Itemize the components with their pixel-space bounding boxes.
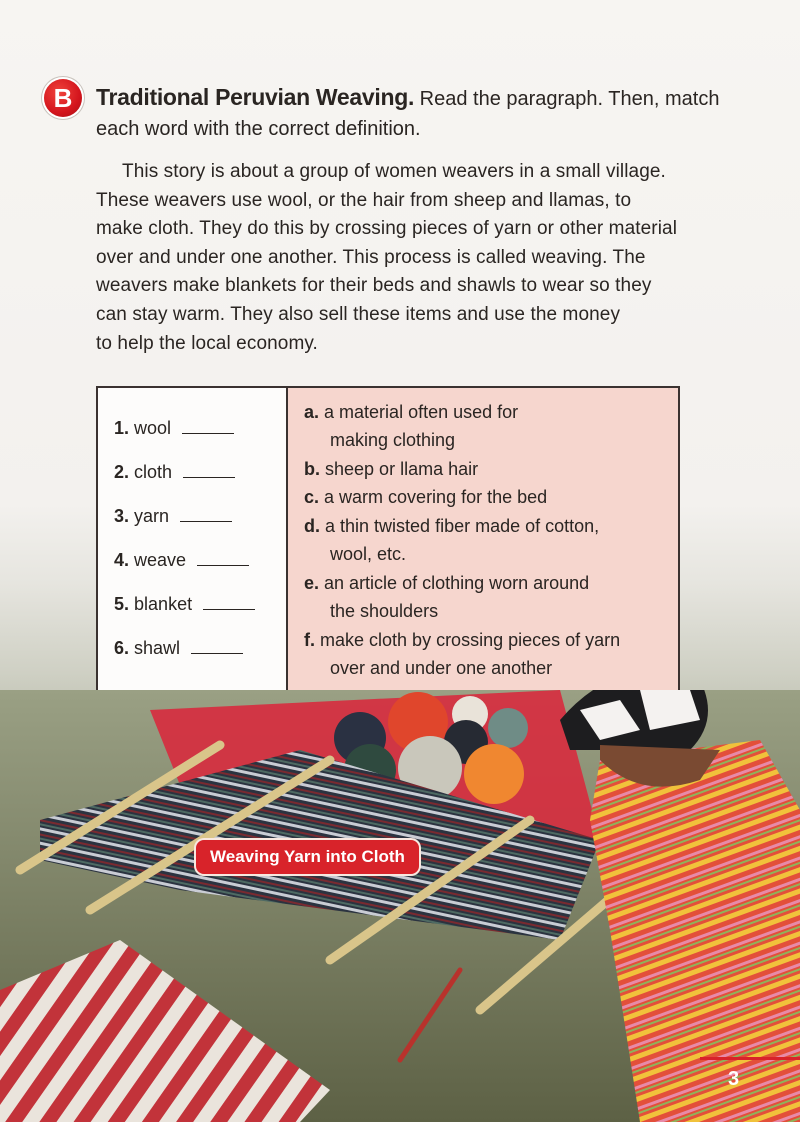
definition-item: e. an article of clothing worn around the shoulders <box>304 573 590 622</box>
section-heading <box>96 82 756 144</box>
paragraph-line: These weavers use wool, or the hair from sheep and llamas, to <box>96 189 632 211</box>
word-item: 4. weave <box>114 550 249 571</box>
word-column <box>98 388 288 692</box>
word-item: 3. yarn <box>114 506 232 527</box>
section-instructions: Read the paragraph. Then, match each word with the correct definition. <box>96 88 720 140</box>
paragraph-line: over and under one another. This process is called weaving. The <box>96 246 646 268</box>
word-item: 1. wool <box>114 418 234 439</box>
answer-blank[interactable] <box>180 507 232 522</box>
definition-column <box>288 388 678 692</box>
word-item: 5. blanket <box>114 594 255 615</box>
section-title: Traditional Peruvian Weaving. <box>96 84 415 110</box>
answer-blank[interactable] <box>203 595 255 610</box>
paragraph-line: make cloth. They do this by crossing pieces of yarn or other material <box>96 218 678 240</box>
page-rule <box>700 1057 800 1060</box>
definition-item: d. a thin twisted fiber made of cotton, wool, etc. <box>304 516 600 565</box>
definition-item: f. make cloth by crossing pieces of yarn over and under one another <box>304 630 621 679</box>
photo-caption: Weaving Yarn into Cloth <box>196 840 419 874</box>
definition-item: b. sheep or llama hair <box>304 459 479 479</box>
section-badge: B <box>44 79 82 117</box>
answer-blank[interactable] <box>197 551 249 566</box>
weaving-photo <box>0 690 800 1122</box>
paragraph-line: can stay warm. They also sell these items and use the money <box>96 303 621 325</box>
definition-item: a. a material often used for making clothing <box>304 402 519 451</box>
paragraph-line: to help the local economy. <box>96 332 318 354</box>
paragraph-line: This story is about a group of women weavers in a small village. <box>122 161 666 182</box>
reading-paragraph <box>96 158 746 358</box>
definition-item: c. a warm covering for the bed <box>304 487 548 507</box>
answer-blank[interactable] <box>191 639 243 654</box>
weaving-scene-illustration <box>0 690 800 1122</box>
word-item: 2. cloth <box>114 462 235 483</box>
matching-exercise <box>96 386 680 694</box>
answer-blank[interactable] <box>182 419 234 434</box>
page-number: 3 <box>728 1068 740 1090</box>
word-item: 6. shawl <box>114 638 243 659</box>
paragraph-line: weavers make blankets for their beds and shawls to wear so they <box>96 275 652 297</box>
answer-blank[interactable] <box>183 463 235 478</box>
